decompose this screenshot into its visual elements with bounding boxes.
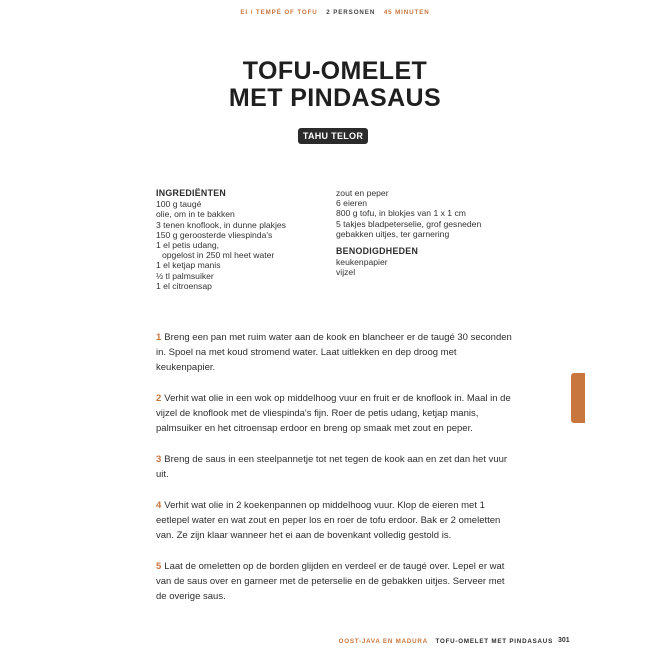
footer-chapter: OOST-JAVA EN MADURA	[338, 638, 428, 645]
page-footer	[0, 638, 553, 645]
recipe-subtitle-badge: TAHU TELOR	[298, 128, 368, 144]
page-number: 301	[558, 637, 570, 644]
chapter-thumb-tab	[571, 373, 585, 423]
ingredient-item: opgelost in 250 ml heet water	[162, 250, 275, 261]
ingredient-item: 150 g geroosterde vliespinda's	[156, 229, 273, 240]
time-label: 45 MINUTEN	[383, 9, 430, 16]
recipe-title-line-1: TOFU-OMELET	[242, 57, 428, 85]
ingredient-item: 3 tenen knoflook, in dunne plakjes	[156, 219, 286, 230]
step-text: Breng een pan met ruim water aan de kook en blancheer er de taugé 30 seconden in. Spoel na met koud stromend water. Laat uitlekken en dep droog met keukenpapier.	[156, 331, 512, 373]
recipe-title-line-2: MET PINDASAUS	[228, 84, 442, 112]
category-label: EI / TEMPÉ OF TOFU	[240, 9, 318, 16]
step-text: Breng de saus in een steelpannetje tot net tegen de kook aan en zet dan het vuur uit.	[156, 453, 508, 480]
step-text: Verhit wat olie in een wok op middelhoog vuur en fruit er de knoflook in. Maal in de vijzel de knoflook met de vliespinda's fijn. Roer de petis udang, ketjap manis, palmsuiker en het citroensap erdoor en breng op smaak met zout en peper.	[156, 392, 511, 434]
ingredient-item: 5 takjes bladpeterselie, grof gesneden	[336, 218, 482, 229]
ingredient-item: 1 el petis udang,	[156, 240, 220, 251]
ingredient-item: 1 el citroensap	[156, 280, 212, 291]
ingredient-item: gebakken uitjes, ter garnering	[336, 228, 450, 239]
step-number: 3	[156, 453, 162, 465]
method-step-3	[156, 452, 516, 482]
ingredients-heading: INGREDIËNTEN	[156, 188, 227, 198]
step-text: Laat de omeletten op de borden glijden en verdeel er de taugé over. Lepel er wat van de saus over en garneer met de peterselie en de gebakken uitjes. Serveer met de overige saus.	[156, 560, 505, 602]
spacer	[336, 239, 511, 246]
equipment-item: vijzel	[336, 267, 356, 278]
method-step-5	[156, 559, 516, 604]
ingredients-column-1	[156, 188, 331, 291]
ingredients-column-2	[336, 188, 511, 278]
method-step-2	[156, 391, 516, 436]
method-steps	[156, 320, 516, 620]
ingredient-item: 800 g tofu, in blokjes van 1 x 1 cm	[336, 208, 466, 219]
equipment-item: keukenpapier	[336, 257, 388, 268]
footer-recipe-title: TOFU-OMELET MET PINDASAUS	[435, 638, 553, 645]
step-number: 1	[156, 331, 162, 343]
servings-label: 2 PERSONEN	[326, 9, 376, 16]
step-number: 4	[156, 499, 162, 511]
equipment-heading: BENODIGDHEDEN	[336, 246, 419, 257]
ingredient-item: 1 el ketjap manis	[156, 260, 221, 271]
method-step-1	[156, 330, 516, 375]
ingredient-item: zout en peper	[336, 188, 389, 198]
ingredient-item: ½ tl palmsuiker	[156, 270, 214, 281]
step-text: Verhit wat olie in 2 koekenpannen op middelhoog vuur. Klop de eieren met 1 eetlepel water en wat zout en peper los en roer de tofu erdoor. Bak er 2 omeletten van. Ze zijn klaar wanneer het ei aan de bovenkant volledig gestold is.	[156, 499, 501, 541]
ingredient-item: 100 g taugé	[156, 199, 202, 210]
ingredient-item: olie, om in te bakken	[156, 209, 235, 220]
method-step-4	[156, 498, 516, 543]
step-number: 2	[156, 392, 162, 404]
step-number: 5	[156, 560, 162, 572]
recipe-meta-header	[0, 9, 670, 16]
recipe-title	[0, 58, 670, 112]
ingredient-item: 6 eieren	[336, 198, 368, 209]
